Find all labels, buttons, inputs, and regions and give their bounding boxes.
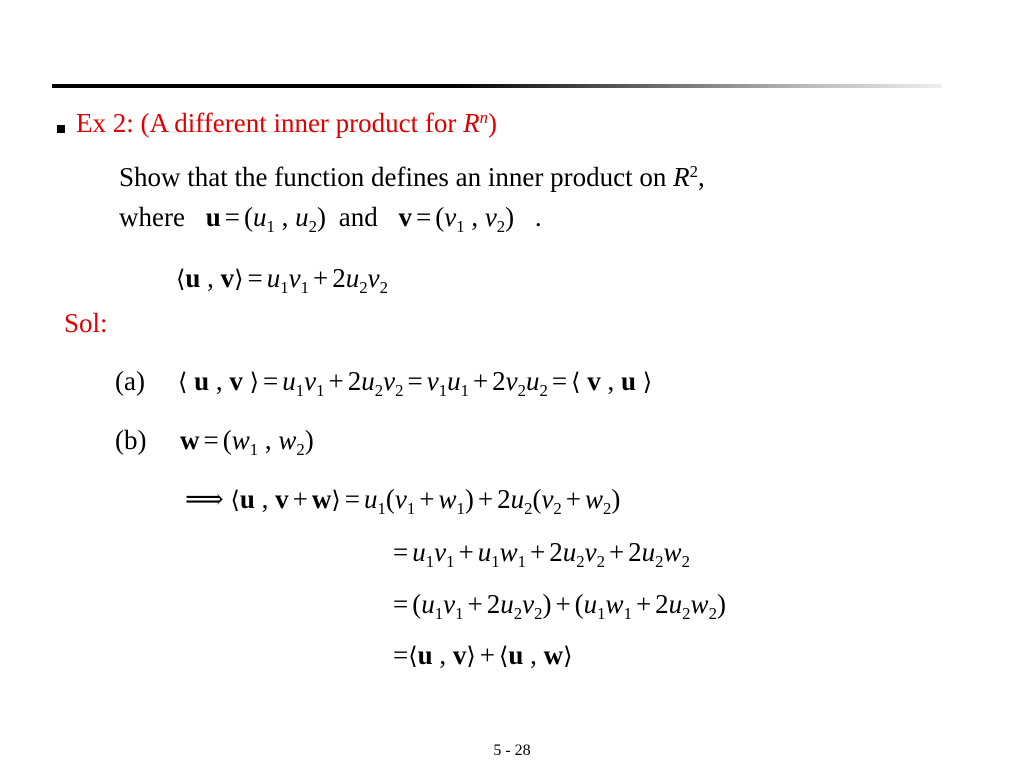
additivity-line-2: = $u_1v_1 + u_1w_1 + 2u_2v_2 + 2u_2w_2$: [393, 537, 690, 571]
page-number: 5 - 28: [493, 742, 531, 759]
additivity-line-3: = $(u_1v_1 + 2u_2v_2) + (u_1w_1 + 2u_2w_2)$: [393, 589, 726, 623]
bullet-square-icon: [57, 125, 65, 133]
inner-product-definition: ⟨u , v⟩ = $u_1v_1 + 2u_2v_2$: [176, 263, 388, 297]
additivity-line-4: =⟨u , v⟩ + ⟨u , w⟩: [393, 640, 573, 670]
part-a-label: (a): [115, 366, 145, 396]
intro-line-2: where $u = (u_1$ , $u_2$) and $v = (v_1$ , $v_2$) .: [119, 202, 542, 236]
v-vector-formula: $v = (v_1$ , $v_2$): [398, 202, 515, 236]
intro-line-1: Show that the function defines an inner product on $R^2$,: [119, 161, 705, 192]
title-divider-rule: [52, 84, 942, 88]
solution-label: Sol:: [64, 308, 108, 338]
part-a-symmetry: ⟨ u , v ⟩ = $u_1v_1 + 2u_2v_2 = v_1u_1 + 2v_2u_2$ = ⟨ v , u ⟩: [178, 366, 653, 400]
u-vector-formula: $u = (u_1$ , $u_2$): [205, 202, 326, 236]
additivity-line-1: ⟹ ⟨u , v + w⟩ = $u_1(v_1 + w_1) + 2u_2(v_2 + w_2)$: [185, 484, 621, 518]
w-vector-formula: $w = (w_1$ , $w_2$): [180, 425, 314, 459]
part-b-label: (b): [115, 425, 147, 455]
example-title: Ex 2: (A different inner product for $R^n$): [76, 107, 498, 138]
